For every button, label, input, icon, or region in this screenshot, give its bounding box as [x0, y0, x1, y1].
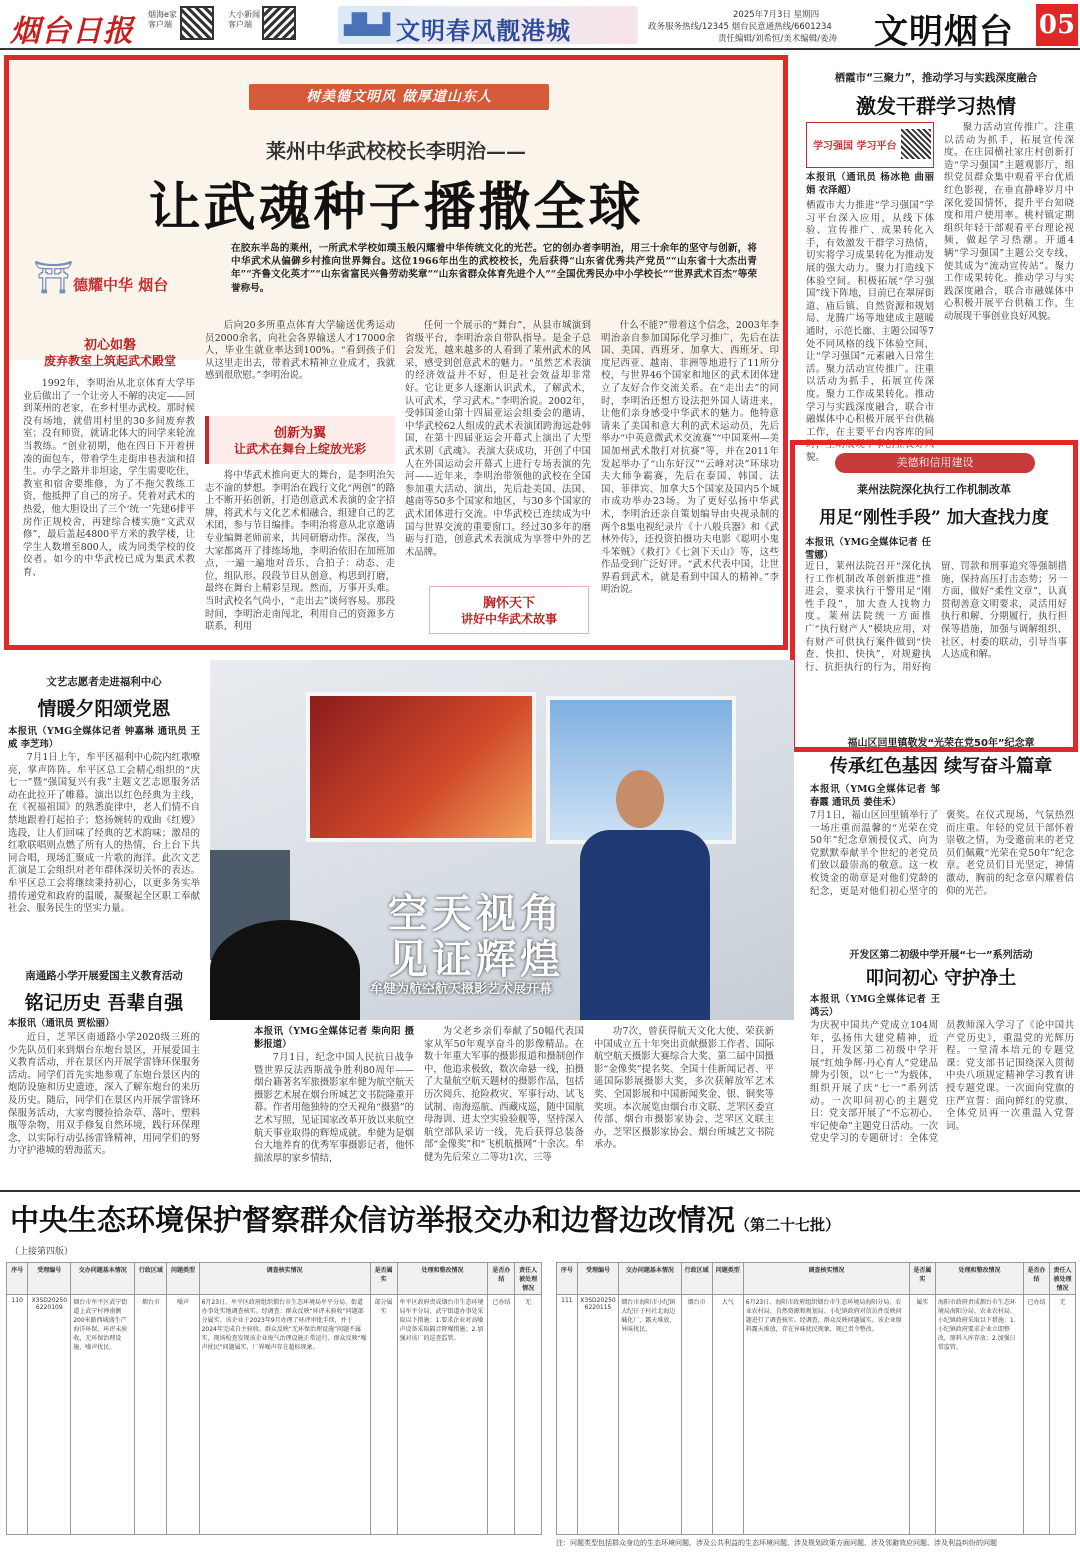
- cell-verify: 6月23日，牟平区政府组织烟台市生态环境局牟平分局、街道办事处实地调查核实。经调查：群众反映“环评未验收”问题部分属实。该企业于2023年9月办理了环评审批手续，并于2024年完成自主验收。群众反映“无环保治理设施”问题不属实，现场检查发现该企业废气治理设施正常运行。群众反映“噪声扰民”问题属实，厂界噪声存在超标现象。: [199, 1295, 370, 1535]
- nanlu-headline: 铭记历史 吾辈自强: [24, 992, 184, 1014]
- nanlu-article: [6, 962, 202, 1172]
- eco-table: [6, 1262, 542, 1535]
- paper-logo: 烟台日报: [10, 14, 134, 49]
- date-line: 2025年7月3日 星期四: [733, 10, 820, 20]
- section-title: 文明烟台: [874, 12, 1014, 52]
- feature-tag-label: 德耀中华 烟台: [73, 276, 169, 294]
- cell-type: 大气: [712, 1295, 743, 1535]
- col-header: 行政区域: [135, 1263, 167, 1295]
- cell-done: 已办结: [1024, 1295, 1050, 1535]
- col-header: 受理编号: [28, 1263, 71, 1295]
- col-header: 责任人被处理情况: [1050, 1263, 1076, 1295]
- sub3-title: 胸怀天下: [482, 596, 535, 611]
- table-row: [7, 1295, 542, 1535]
- cell-true: 部分属实: [370, 1295, 397, 1535]
- col-header: 受理编号: [577, 1263, 619, 1295]
- court-byline: 本报讯（YMG全媒体记者 任雪娜）: [805, 537, 931, 561]
- exhibition-photo: [210, 660, 794, 1020]
- photo-caption: 牟健为航空航天摄影艺术展开幕: [370, 982, 553, 997]
- kaifa-headline: 叩问初心 守护净土: [865, 968, 1017, 989]
- photo-article-c3: 功7次，曾获得航天文化大使、荣获新中国成立五十年突出贡献摄影工作者、国际航空航天摄影大赛综合大奖、第二届中国摄影“金像奖”提名奖、全国十佳新闻记者、平遥国际影展摄影大奖，多次获解放军艺术奖、全国影展和中国新闻奖金、银、铜奖等奖项。本次展览由烟台市文联、芝罘区委宣传部、烟台市摄影家协会、芝罘区文联主办，芝罘区摄影家协会、烟台所城艺文书院承办。: [594, 1026, 774, 1151]
- cell-true: 属实: [909, 1295, 935, 1535]
- cell-area: 烟台市: [135, 1295, 167, 1535]
- col2a-text: 后向20多所重点体育大学输送优秀运动员2000余名，向社会各界输送人才17000余人，毕业生就业率达到100%。“看到孩子们从这里走出去，带着武术精神立业成才，我就感到很欣慰。”李明治说。: [205, 320, 395, 382]
- hotline: 政务服务热线/12345 烟台民意通热线/6601234: [648, 22, 832, 32]
- eco-headline-text: 中央生态环境保护督察群众信访举报交办和边督边改情况: [10, 1203, 736, 1237]
- eco-table-header: [7, 1263, 542, 1295]
- qixia-text-right: 聚力活动宣传推广。注重以活动为抓手，拓展宣传深度。在庄园横社家庄村创新打造“学习强国”主题观影厅，组织党员群众集中观看平台优质红色影视，在垂直静峰岁月中深化爱国情怀，提升平台知晓度和用户使用率。桃村镇定期组织年轻干部观看平台理论视频，做起学习热潮。开通4辆“学习强国”主题公交专线，使其成为“流动宣传站”。聚力工作成果转化。推动学习与实践深度融合，联合市融媒体中心积极开展平台供稿工作，生动展现干事创业良好风貌。: [944, 122, 1074, 322]
- col-header: 交办问题基本情况: [619, 1263, 681, 1295]
- fushan-headline: 传承红色基因 续写奋斗篇章: [829, 756, 1053, 777]
- fushan-kicker: 福山区回里镇敬发“光荣在党50年”纪念章: [847, 738, 1035, 749]
- photographer-figure: [570, 770, 720, 1020]
- sub3-subtitle: 讲好中华武术故事: [460, 612, 557, 626]
- qixia-headline: 激发干群学习热情: [856, 94, 1016, 118]
- banner-city-icon: ▟▙▟: [344, 12, 391, 36]
- cell-fix: 海阳市政府责成烟台市生态环境局海阳分局、农业农村局、小纪镇政府采取以下措施：1.小纪镇政府要求企业立即整改，原料入库存放；2.加强日常监管。: [935, 1295, 1023, 1535]
- app-label-1: 烟海e家客户端: [148, 10, 177, 29]
- col-header: 交办问题基本情况: [71, 1263, 135, 1295]
- kaifa-article: [806, 940, 1076, 1180]
- qr-code-1: [180, 6, 214, 40]
- qixia-byline: 本报讯（通讯员 杨冰艳 曲丽娟 衣泽超）: [806, 172, 934, 196]
- col-header: 责任人被处理情况: [515, 1263, 542, 1295]
- eco-table-header: [557, 1263, 1076, 1295]
- nanlu-kicker: 南通路小学开展爱国主义教育活动: [25, 970, 183, 982]
- slogan-banner: [249, 84, 549, 110]
- feature-headline: 让武魂种子播撒全球: [148, 177, 644, 238]
- xuexi-logo: [806, 122, 934, 168]
- banner-title: 文明春风靓港城: [396, 16, 571, 45]
- photo-byline: 本报讯（YMG全媒体记者 柴向阳 摄影报道）: [254, 1026, 414, 1050]
- figure-head: [616, 770, 664, 828]
- kaifa-kicker: 开发区第二初级中学开展“七一”系列活动: [849, 950, 1033, 961]
- cell-no: 111: [557, 1295, 578, 1535]
- sub2-subtitle: 让武术在舞台上绽放光彩: [233, 442, 366, 456]
- eco-continued: （上接第四版）: [10, 1247, 74, 1257]
- cell-issue: 烟台市牟平区武宁街道上武宁村禅南侧200米路西城盛生产海洋环保，环评未验收，无环保治理设施，噪声扰民。: [71, 1295, 135, 1535]
- col-header: 序号: [557, 1263, 578, 1295]
- court-text: 近日，莱州法院召开“深化执行工作机制改革创新推进”推进会，要求执行干警用足“刚性手段”，加大查人找物力度。莱州法院统一方面推广“执行财产人”模块应用，对有财产可供执行案件做到“快查、快扣、快执”，对规避执行、抗拒执行的行为，用好拘留、罚款和刑事追究等强制措施，保持高压打击态势；另一方面，做好“柔性文章”，认真贯彻善意文明要求，灵活用好执行和解、分期履行，执行担保等措施，加强与调解组织、社区、村委的联动，引导当事人达成和解。: [805, 561, 1067, 673]
- eco-headline: [10, 1198, 1076, 1239]
- col-header: 问题类型: [712, 1263, 743, 1295]
- banner: [338, 6, 638, 44]
- col-header: 问题类型: [167, 1263, 199, 1295]
- pagoda-icon: ⛩: [33, 258, 74, 296]
- court-headline: 用足“刚性手段” 加大查找力度: [819, 508, 1049, 528]
- cell-id: X3SD202506220115: [577, 1295, 619, 1535]
- cell-no: 110: [7, 1295, 28, 1535]
- col-header: 调查核实情况: [743, 1263, 909, 1295]
- volunteer-kicker: 文艺志愿者走进福利中心: [46, 676, 162, 688]
- volunteer-byline: 本报讯（YMG全媒体记者 钟嘉琳 通讯员 王威 李芝玮）: [8, 726, 200, 750]
- col-header: 序号: [7, 1263, 28, 1295]
- page-number: 05: [1036, 4, 1078, 46]
- volunteer-text: 7月1日上午，牟平区福利中心院内红歌嘹亮，掌声阵阵。牟平区总工会精心组织的“庆七一”暨“强国复兴有我”主题文艺志愿服务活动在此拉开了帷幕。演出以红色经典为主线，在《祝福祖国》的熟悉旋律中，老人们情不自禁地跟着打起拍子；悠扬婉转的戏曲《红嫂》选段，让人们回味了经典的艺术韵味；激昂的红歌联唱则点燃了所有人的热情，台上台下共同合唱，现场汇聚成一片歌的海洋。此次文艺汇演是工会组织对老年群体深切关怀的表达。牟平区总工会将继续秉持初心，以更多务实举措传递党和政府的温暖，凝聚起全区职工奉献社会、服务民生的坚实力量。: [8, 752, 200, 915]
- cell-punish: 无: [515, 1295, 542, 1535]
- photo-article-c1: 7月1日，纪念中国人民抗日战争暨世界反法西斯战争胜利80周年——烟台籍著名军旅摄影家牟健为航空航天摄影艺术展在烟台所城艺文书院隆重开幕。作者用他独特的空天视角“摄猎”的艺术写照，见证国家改革开放以来航空航天事业取得的辉煌成就。牟健为是烟台大地养育的优秀军事摄影记者，他怀揣浓厚的家乡情结，: [254, 1052, 414, 1164]
- col3-text: 任何一个展示的“舞台”，从县市城演到省级平台，李明治亲自带队指导。是金子总会发光，越来越多的人看到了莱州武术的风采，感受到创意武术的魅力。“虽然艺术表演的经济效益并不好，但是社会效益却非常好。它让更多人逐渐认识武术，了解武术，认可武术，学习武术。”李明治说。2002年，受韩国釜山第十四届亚运会组委会的邀请，中华武校62人组成的武术表演团跨海远赴韩国，在第十四届亚运会开幕式上演出了大型武术剧《武魂》。表演大获成功，开创了中国人在外国运动会开幕式上进行专场表演的先河——近年来，李明治带领他的武校在全国参加重大活动、演出，先后赴美国、法国、越南等50多个国家和地区，与30多个国家的武术团体进行交流。中华武校已连续成为中国与世界交流的重要窗口。经过30多年的磨砺与打造，创意武术表演成为享誉中外的艺术品牌。: [405, 320, 591, 558]
- xuexi-qr-icon: [901, 129, 931, 159]
- court-kicker: 莱州法院深化执行工作机制改革: [857, 483, 1011, 496]
- col-header: 是否办结: [1024, 1263, 1050, 1295]
- col4-text: 什么不能?”带着这个信念，2003年李明治亲自参加国际化学习推广，先后在法国、美国、西班牙、加拿大、西班牙、印度尼西亚、越南、非洲等地进行了11所分校，与世界46个国家和地区的武术团体建立了友好合作交流关系。在“走出去”的同时，李明治还想方设法把外国人请进来，让他们亲身感受中华武术的魅力。他特意请来了美国和意大利的武术运动员，先后举办“中英意微武术交流赛”“中国莱州—美国加州武术散打对抗赛”等，并在2011年发起举办了“山东好汉”“云峰对决”环球功夫大师争霸赛，先后在泰国、韩国、法国、菲律宾、加拿大5个国家及国内5个城市成功举办23场。为了更好弘扬中华武术，李明治还亲自策划编导由央视录制的两个8集电视纪录片《十八般兵器》和《武林外传》，还投资拍摄功夫电影《聪明小鬼斗笨贼》《救打》《七剑下天山》等，这些作品受到广泛好评。“武术代表中国，让世界看到武术，就是看到中国人的精神。”李明治说。: [601, 320, 779, 596]
- eco-table-right: [556, 1262, 1076, 1532]
- masthead: [0, 0, 1080, 50]
- sub2-title: 创新为翼: [273, 426, 326, 441]
- kaifa-byline: 本报讯（YMG全媒体记者 王鸿云）: [810, 994, 940, 1018]
- eco-note: 注：问题类型包括群众身边的生态环境问题、涉及公共利益的生态环境问题、涉及规划政策方面问题、涉及邻避效应问题、涉及利益纠纷的问题: [556, 1539, 997, 1547]
- app-label-2: 大小新闻客户端: [228, 10, 260, 29]
- sub1-title: 初心如磐: [83, 338, 136, 353]
- cell-done: 已办结: [488, 1295, 515, 1535]
- wall-photo-rocket: [306, 692, 536, 842]
- qixia-text: 栖霞市大力推进“学习强国”学习平台深入应用，从线下体验、宣传推广、成果转化入手，有效激发干群学习热情，切实将学习成果转化为推动发展的强大动力。聚力打造线下体验空间。积极拓展“学习强国”线下阵地，目前已在翠屏街道、庙后镇、自然资源和规划局、龙腾广场等地建成主题暖通时，示范长廊、主题公园等7处不同风格的线下体验空间，让“学习强国”元素融入日常生活。聚力活动宣传推广。注重以活动为抓手，拓展宣传深度。聚力工作成果转化。推动学习与实践深度融合，联合市融媒体中心积极开展平台供稿工作，在主要平台内容库的同时，生动展现干事创业良好风貌。: [806, 200, 934, 463]
- feature-kicker: 莱州中华武校校长李明治——: [266, 139, 526, 163]
- court-frame: [790, 440, 1078, 752]
- xuexi-logo-text: 学习强国 学习平台: [813, 141, 897, 152]
- photo-article-c2: 为父老乡亲们奉献了50幅代表国家从军50年观享奋斗的影像精品。在数十年重大军事的摄影报道和摄制创作中，他追求极致，数次命悬一线，拍摄了大量航空航天题材的摄影作品，包括历次阅兵、抢险救灾、军事行动、试飞试制、南海巡航、西藏戍巡，随中国航母海训、进太空实验验舰等，坚持深入航空部队采访一线，先后获得总装备部“金像奖”和“飞机航摄网”十余次。牟健为先后荣立二等功1次、三等: [424, 1026, 584, 1163]
- cell-fix: 牟平区政府责成烟台市生态环境局牟平分局、武宁街道办事处采取以下措施：1.要求企业对高噪声设备采取隔音降噪措施；2.加强对该厂的巡查监管。: [397, 1295, 488, 1535]
- nanlu-text: 近日，芝罘区南通路小学2020级三班的少先队员们来到烟台东炮台景区，开展爱国主义教育活动，并在景区内开展学雷锋环保服务活动。同学们首先实地参观了东炮台景区内的炮防设施和历史遗迹，深入了解东炮台的来历及历史。随后，同学们在景区内开展学雷锋环保服务活动，大家弯腰捡拾杂草、落叶、塑料瓶等杂物，用双手修复自然环境，践行环保理念，以实际行动弘扬雷锋精神，用同学们的努力守护港城的碧海蓝天。: [8, 1032, 200, 1157]
- col-header: 是否办结: [488, 1263, 515, 1295]
- court-badge: 美德和信用建设: [835, 453, 1035, 473]
- table-row: [557, 1295, 1076, 1535]
- eco-table-2: [556, 1262, 1076, 1535]
- cell-id: X3SD202506220109: [28, 1295, 71, 1535]
- col-header: 是否属实: [909, 1263, 935, 1295]
- col-header: 处理和整改情况: [397, 1263, 488, 1295]
- eco-divider: [0, 1190, 1080, 1192]
- feature-frame: [4, 55, 788, 650]
- eco-headline-suffix: （第二十七批）: [735, 1216, 841, 1234]
- col-header: 处理和整改情况: [935, 1263, 1023, 1295]
- volunteer-article: [6, 670, 202, 960]
- figure-body: [580, 830, 710, 1020]
- nanlu-byline: 本报讯（通讯员 贾松丽）: [8, 1018, 115, 1029]
- photo-big-text-1: 空天视角: [388, 890, 564, 937]
- qr-code-2: [262, 6, 296, 40]
- cell-type: 噪声: [167, 1295, 199, 1535]
- fushan-article: [806, 726, 1076, 936]
- fushan-byline: 本报讯（YMG全媒体记者 邹春霞 通讯员 姜佳禾）: [810, 784, 940, 808]
- eco-table-left: [6, 1262, 542, 1532]
- volunteer-headline: 情暖夕阳颂党恩: [37, 698, 171, 720]
- feature-tag: [25, 256, 225, 316]
- photo-big-text-2: 见证辉煌: [388, 936, 564, 983]
- col-header: 行政区域: [681, 1263, 712, 1295]
- fushan-text: 7月1日，福山区回里镇举行了一场庄重而温馨的“光荣在党50年”纪念章颁授仪式，向为党默默奉献半个世纪的老党员们致以最崇高的敬意。这一枚枚烫金的勋章是对他们党龄的纪念，更是对他们初心坚守的褒奖。在仪式现场，气氛热烈而庄重。年轻的党员干部怀着崇敬之情，为受邀前来的老党员们佩戴“光荣在党50年”纪念章。老党员们目光坚定，神情激动，胸前的纪念章闪耀着信仰的光芒。: [810, 810, 1074, 897]
- editors: 责任编辑/刘希恒/美术编辑/姜涛: [718, 34, 838, 44]
- camera-foreground: [210, 920, 360, 1020]
- cell-issue: 烟台市海阳市小纪镇大纪仔子村社北海边碱化厂，露天堆放，异味扰民。: [619, 1295, 681, 1535]
- col1-text: 1992年，李明治从北京体育大学毕业后做出了一个让旁人不解的决定——回到莱州的老家，在乡村里办武校。那时候没有场地，就借用村里的30多间废弃教室；没有师资，就请北体大的同学来轮流当教练。“创业初期，他在四日下开着拼凑的面包车，带着学生走街串巷表演和招生。办学之路并非坦途，学生需要吃住，教室和宿舍要维修，为了不拖欠教练工资，他抵押了自己的房子。凭着对武术的热爱，他大胆设出了三个‘统一’先建6排平房作正规校舍，再建综合楼实施“文武双修”，最后盖起4800平方米的教学楼，让学生人数增至800人，成为同类学校的佼佼者。如今的中华武校已成为集武术教育、: [23, 378, 195, 578]
- sub1-subtitle: 废弃教室上筑起武术殿堂: [43, 354, 176, 368]
- qixia-kicker: 栖霞市“三聚力”，推动学习与实践深度融合: [834, 72, 1038, 84]
- kaifa-text: 为庆祝中国共产党成立104周年，弘扬伟大建党精神，近日，开发区第二初级中学开展“红烛争辉·丹心育人”党建品牌为引领，以“七一”为载体，组织开展了庆“七一”系列活动。一次叩问初心的主题党日：党支部开展了“不忘初心、牢记使命”主题党日活动。一次党史学习的专题研讨：全体党员教师深入学习了《论中国共产党历史》，重温党的光辉历程。一堂清本培元的专题党课：党支部书记围绕深入贯彻中央八项规定精神学习教育讲授专题党课。一次面向党旗的庄严宣誓：面向鲜红的党旗，全体党员再一次重温入党誓词。: [810, 1020, 1074, 1145]
- cell-verify: 6月23日，海阳市政府组织烟台市生态环境局海阳分局、农业农村局、自然资源和规划局、小纪镇政府对信访件反映问题进行了调查核实。经调查，群众反映问题属实。该企业原料露天堆放，存在异味扰民现象，现已责令整改。: [743, 1295, 909, 1535]
- cell-area: 烟台市: [681, 1295, 712, 1535]
- cell-punish: 无: [1050, 1295, 1076, 1535]
- col-header: 是否属实: [370, 1263, 397, 1295]
- col-header: 调查核实情况: [199, 1263, 370, 1295]
- feature-lead: 在胶东半岛的莱州，一所武术学校如璞玉般闪耀着中华传统文化的光芒。它的创办者李明治，用三十余年的坚守与创新，将中华武术从偏僻乡村推向世界舞台。这位1966年出生的武校校长，先后获得“山东省优秀共产党员”“山东省十大杰出青年”“齐鲁文化英才”“山东省富民兴鲁劳动奖章”“山东省群众体育先进个人”“全国优秀民办中小学校长”“世界武术百杰”等荣誉称号。: [231, 243, 757, 294]
- slogan-text: 树美德文明风 做厚道山东人: [306, 89, 492, 105]
- col2b-text: 将中华武术推向更大的舞台，是李明治矢志不渝的梦想。李明治在践行文化“两创”的路上不断开拓创新，打造创意武术表演的金字招牌，将武术与文化艺术相融合，组建自己的艺术团，参与节目编排。李明治将意从北京邀请专业编舞老师前来，共同研磨动作。深夜，当大家都离开了排练场地，李明治依旧在加班加点，一遍一遍地对音乐、合拍子：动态、走位，组队形。段段节目从创意、构思到打磨，最终在舞台上精彩呈现。然而，万事开头难。当时武校名气尚小，“走出去”谈何容易。那段时间，李明治走南闯北，利用自己的资源多方联系，利用: [205, 470, 395, 633]
